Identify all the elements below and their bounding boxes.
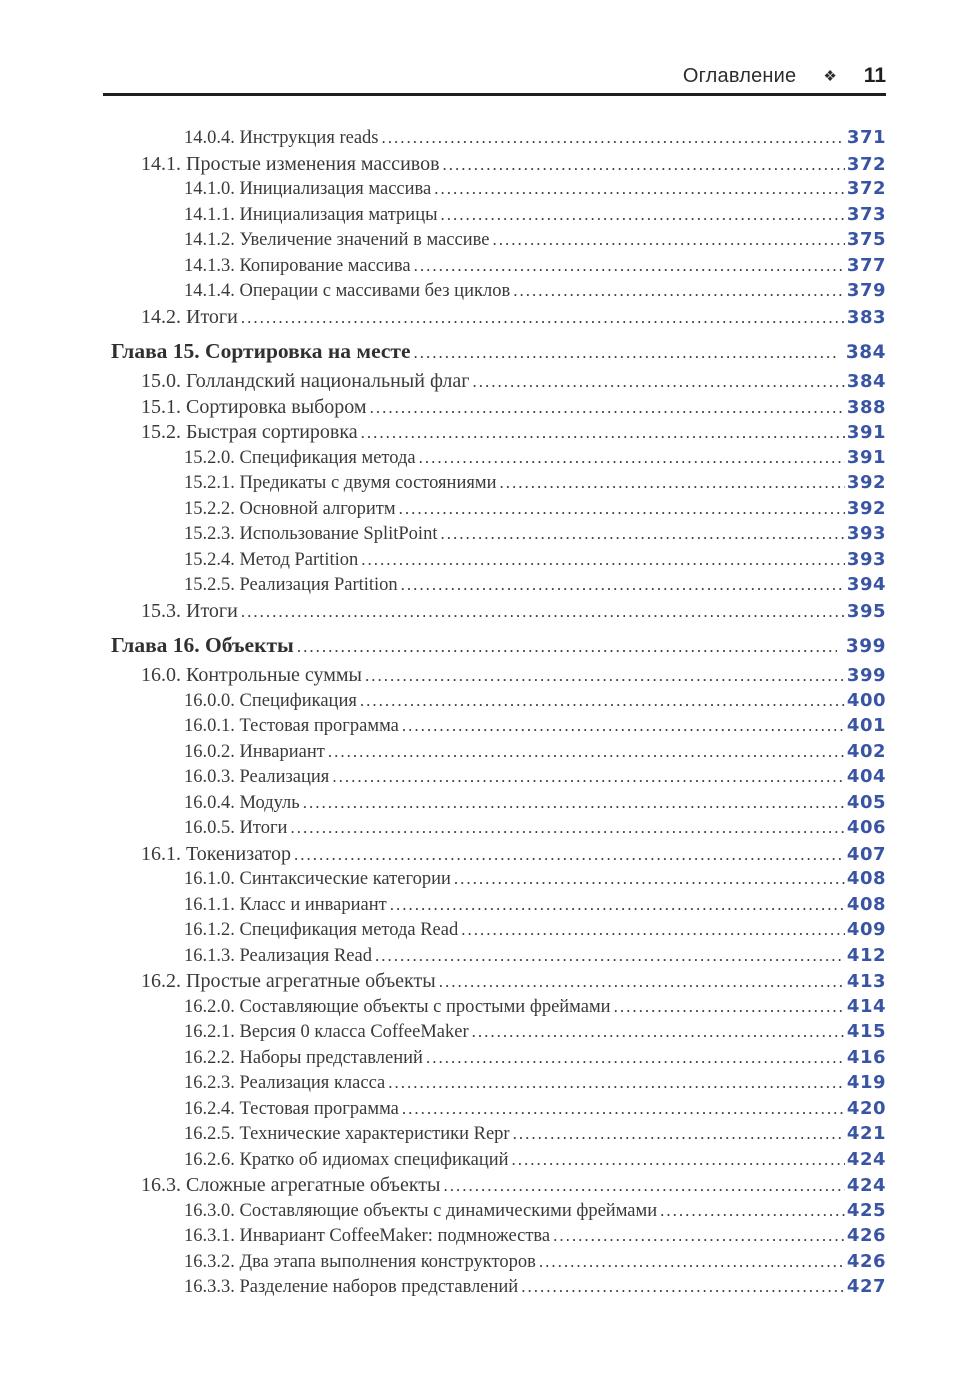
toc-entry-row bbox=[111, 421, 886, 447]
toc-entry-page: 421 bbox=[846, 1123, 886, 1144]
toc-entry-title: 16.3. Сложные агрегатные объекты bbox=[141, 1174, 441, 1196]
toc-entry-row bbox=[111, 127, 886, 153]
toc-entry-row bbox=[111, 996, 886, 1022]
toc-entry-page: 399 bbox=[845, 636, 886, 657]
toc-entry-row bbox=[111, 549, 886, 575]
toc-entry-row bbox=[111, 1072, 886, 1098]
toc-entry-page: 404 bbox=[846, 766, 886, 787]
toc-entry-row bbox=[111, 472, 886, 498]
toc-entry-row bbox=[111, 945, 886, 971]
toc-entry-page: 384 bbox=[846, 371, 886, 392]
dot-leader bbox=[437, 524, 844, 545]
toc-chapter-row bbox=[111, 633, 886, 660]
toc-entry-title: 15.2.1. Предикаты с двумя состояниями bbox=[184, 473, 497, 493]
toc-entry-page: 391 bbox=[846, 422, 886, 443]
dot-leader bbox=[469, 1022, 845, 1043]
toc-entry-row bbox=[111, 817, 886, 843]
toc-entry-row bbox=[111, 1149, 886, 1175]
toc-entry-page: 372 bbox=[846, 153, 886, 175]
toc-entry-row bbox=[111, 523, 886, 549]
toc-entry-title: 14.2. Итоги bbox=[141, 305, 238, 328]
toc-entry-title: 15.2.5. Реализация Partition bbox=[184, 575, 398, 595]
toc-entry-page: 427 bbox=[846, 1276, 886, 1297]
dot-leader bbox=[358, 421, 845, 444]
toc-entry-page: 424 bbox=[846, 1175, 886, 1196]
toc-entry-page: 408 bbox=[846, 868, 886, 889]
toc-entry-row bbox=[111, 1225, 886, 1251]
dot-leader bbox=[440, 1174, 844, 1197]
dot-leader bbox=[357, 691, 845, 712]
toc-entry-page: 416 bbox=[846, 1046, 886, 1068]
toc-entry-title: 16.2.5. Технические характеристики Repr bbox=[184, 1124, 510, 1144]
dot-leader bbox=[300, 793, 845, 814]
dot-leader bbox=[396, 499, 845, 520]
toc-entry-title: 16.3.0. Составляющие объекты с динамическими фреймами bbox=[184, 1200, 658, 1221]
toc-entry-title: 16.0.0. Спецификация bbox=[184, 690, 357, 711]
toc-entry-page: 394 bbox=[846, 574, 886, 595]
toc-entry-row bbox=[111, 498, 886, 524]
toc-entry-title: 16.2.1. Версия 0 класса CoffeeMaker bbox=[184, 1022, 469, 1042]
toc-entry-title: 14.1.4. Операции с массивами без циклов bbox=[184, 281, 511, 301]
toc-entry-title: 15.0. Голландский национальный флаг bbox=[141, 370, 470, 392]
toc-entry-row bbox=[111, 204, 886, 230]
toc-entry-row bbox=[111, 766, 886, 792]
toc-entry-page: 371 bbox=[846, 127, 886, 148]
dot-leader bbox=[399, 1099, 845, 1120]
toc-entry-row bbox=[111, 153, 886, 179]
dot-leader bbox=[238, 600, 845, 623]
toc-entry-row bbox=[111, 1123, 886, 1149]
dot-leader bbox=[436, 970, 845, 993]
toc-entry-title: 15.2.0. Спецификация метода bbox=[184, 447, 416, 468]
toc-entry-title: 14.1. Простые изменения массивов bbox=[141, 152, 440, 175]
toc-entry-title: 16.0. Контрольные суммы bbox=[141, 664, 362, 686]
dot-leader bbox=[518, 1277, 845, 1298]
toc-entry-page: 373 bbox=[846, 203, 886, 225]
toc-entry-page: 393 bbox=[846, 548, 886, 570]
toc-entry-page: 413 bbox=[846, 971, 886, 992]
toc-entry-title: 14.1.3. Копирование массива bbox=[184, 255, 411, 276]
dot-leader bbox=[451, 869, 845, 890]
toc-entry-page: 375 bbox=[846, 229, 886, 250]
toc-entry-title: 15.2.4. Метод Partition bbox=[184, 549, 359, 570]
toc-entry-title: 16.2.0. Составляющие объекты с простыми фреймами bbox=[184, 996, 611, 1017]
dot-leader bbox=[510, 1124, 845, 1145]
toc-entry-row bbox=[111, 715, 886, 741]
toc-entry-page: 419 bbox=[846, 1072, 886, 1093]
toc-entry-title: 15.3. Итоги bbox=[141, 599, 238, 622]
toc-entry-page: 406 bbox=[846, 817, 886, 838]
toc-entry-title: Глава 15. Сортировка на месте bbox=[111, 339, 411, 363]
dot-leader bbox=[238, 306, 845, 329]
toc-entry-title: 16.1.3. Реализация Read bbox=[184, 945, 372, 966]
dot-leader bbox=[291, 843, 845, 866]
toc-entry-row bbox=[111, 447, 886, 473]
dot-leader bbox=[385, 1073, 845, 1094]
dot-leader bbox=[287, 818, 844, 839]
dot-leader bbox=[458, 920, 845, 941]
toc-entry-title: 15.2.2. Основной алгоритм bbox=[184, 498, 396, 519]
toc-entry-title: 16.3.3. Разделение наборов представлений bbox=[184, 1277, 519, 1297]
dot-leader bbox=[398, 575, 845, 596]
toc-entry-page: 414 bbox=[846, 995, 886, 1017]
toc-entry-row bbox=[111, 574, 886, 600]
toc-entry-page: 391 bbox=[846, 446, 886, 468]
toc-entry-row bbox=[111, 229, 886, 255]
toc-entry-page: 420 bbox=[846, 1097, 886, 1119]
toc-entry-page: 395 bbox=[846, 600, 886, 622]
toc-entry-row bbox=[111, 792, 886, 818]
toc-entry-row bbox=[111, 919, 886, 945]
toc-entry-row bbox=[111, 255, 886, 281]
toc-entry-row bbox=[111, 970, 886, 996]
toc-entry-page: 384 bbox=[845, 342, 886, 363]
toc-entry-page: 392 bbox=[846, 497, 886, 519]
dot-leader bbox=[372, 946, 845, 967]
toc-entry-title: 14.1.2. Увеличение значений в массиве bbox=[184, 230, 490, 250]
toc-entry-row bbox=[111, 600, 886, 626]
toc-entry-page: 424 bbox=[846, 1148, 886, 1170]
toc-entry-page: 426 bbox=[846, 1250, 886, 1272]
toc-entry-title: 15.2.3. Использование SplitPoint bbox=[184, 524, 438, 544]
dot-leader bbox=[325, 742, 845, 763]
toc-entry-title: 16.1. Токенизатор bbox=[141, 842, 291, 865]
running-head-title: Оглавление bbox=[682, 65, 797, 87]
dot-leader bbox=[550, 1226, 845, 1247]
toc-entry-page: 377 bbox=[846, 254, 886, 276]
dot-leader bbox=[329, 767, 845, 788]
toc-entry-row bbox=[111, 868, 886, 894]
header-page-number: 11 bbox=[863, 64, 886, 87]
toc-entry-page: 383 bbox=[846, 306, 886, 328]
dot-leader bbox=[362, 664, 845, 687]
toc-entry-title: 16.2. Простые агрегатные объекты bbox=[141, 970, 436, 992]
toc-entry-title: 15.2. Быстрая сортировка bbox=[141, 421, 358, 443]
toc-entry-title: 16.2.4. Тестовая программа bbox=[184, 1098, 399, 1119]
dot-leader bbox=[536, 1252, 845, 1273]
toc-entry-row bbox=[111, 894, 886, 920]
toc-entry-row bbox=[111, 1174, 886, 1200]
toc-entry-page: 379 bbox=[846, 280, 886, 301]
dot-leader bbox=[611, 997, 845, 1018]
dot-leader bbox=[423, 1048, 845, 1069]
dot-leader bbox=[416, 448, 845, 469]
toc-entry-row bbox=[111, 1047, 886, 1073]
toc-entry-page: 372 bbox=[846, 178, 886, 199]
toc-entry-row bbox=[111, 690, 886, 716]
toc-entry-page: 415 bbox=[846, 1021, 886, 1042]
toc-entry-page: 426 bbox=[846, 1225, 886, 1246]
toc-entry-row bbox=[111, 843, 886, 869]
diamond-ornament-icon: ❖ bbox=[823, 68, 837, 85]
dot-leader bbox=[489, 230, 844, 251]
toc-entry-title: 16.2.6. Кратко об идиомах спецификаций bbox=[184, 1149, 509, 1170]
toc-entry-title: 14.0.4. Инструкция reads bbox=[184, 128, 379, 148]
toc-chapter-row bbox=[111, 339, 886, 366]
toc-entry-row bbox=[111, 280, 886, 306]
toc-entry-title: 16.0.2. Инвариант bbox=[184, 741, 325, 762]
toc-entry-title: 16.0.5. Итоги bbox=[184, 818, 288, 838]
toc-entry-title: 16.0.1. Тестовая программа bbox=[184, 716, 399, 736]
dot-leader bbox=[510, 281, 845, 302]
toc-entry-title: 16.2.3. Реализация класса bbox=[184, 1073, 386, 1093]
toc-entry-title: 16.2.2. Наборы представлений bbox=[184, 1047, 423, 1068]
toc-entry-page: 408 bbox=[846, 893, 886, 915]
toc-entry-title: 16.0.4. Модуль bbox=[184, 792, 300, 813]
toc-list bbox=[111, 127, 886, 1302]
dot-leader bbox=[387, 895, 845, 916]
toc-entry-row bbox=[111, 664, 886, 690]
dot-leader bbox=[440, 153, 845, 176]
dot-leader bbox=[509, 1150, 845, 1171]
toc-entry-page: 407 bbox=[846, 843, 886, 865]
toc-entry-page: 399 bbox=[846, 665, 886, 686]
dot-leader bbox=[496, 473, 844, 494]
dot-leader bbox=[294, 633, 837, 658]
page-header bbox=[103, 64, 886, 96]
toc-entry-title: 16.1.2. Спецификация метода Read bbox=[184, 920, 459, 940]
toc-entry-title: 16.1.1. Класс и инвариант bbox=[184, 894, 387, 915]
toc-entry-title: 16.3.2. Два этапа выполнения конструкторов bbox=[184, 1251, 536, 1272]
toc-entry-page: 425 bbox=[846, 1199, 886, 1221]
toc-entry-page: 388 bbox=[846, 396, 886, 418]
toc-entry-row bbox=[111, 1276, 886, 1302]
dot-leader bbox=[358, 550, 845, 571]
header-rule bbox=[103, 93, 886, 96]
toc-entry-title: 14.1.0. Инициализация массива bbox=[184, 179, 432, 199]
dot-leader bbox=[431, 179, 845, 200]
toc-entry-page: 405 bbox=[846, 791, 886, 813]
toc-entry-title: 16.0.3. Реализация bbox=[184, 767, 330, 787]
dot-leader bbox=[411, 256, 845, 277]
toc-entry-title: 16.1.0. Синтаксические категории bbox=[184, 869, 451, 889]
toc-entry-row bbox=[111, 306, 886, 332]
toc-entry-row bbox=[111, 396, 886, 422]
toc-entry-page: 400 bbox=[846, 689, 886, 711]
toc-entry-title: 15.1. Сортировка выбором bbox=[141, 395, 367, 418]
toc-entry-page: 402 bbox=[846, 740, 886, 762]
toc-entry-row bbox=[111, 1251, 886, 1277]
dot-leader bbox=[367, 396, 845, 419]
toc-entry-title: 16.3.1. Инвариант CoffeeMaker: подмножества bbox=[184, 1226, 551, 1246]
toc-entry-title: 14.1.1. Инициализация матрицы bbox=[184, 204, 438, 225]
toc-entry-row bbox=[111, 1098, 886, 1124]
toc-entry-page: 392 bbox=[846, 472, 886, 493]
dot-leader bbox=[469, 370, 844, 393]
dot-leader bbox=[438, 205, 845, 226]
dot-leader bbox=[657, 1201, 845, 1222]
dot-leader bbox=[379, 128, 845, 149]
toc-entry-row bbox=[111, 1021, 886, 1047]
toc-entry-title: Глава 16. Объекты bbox=[111, 633, 294, 657]
toc-entry-row bbox=[111, 741, 886, 767]
dot-leader bbox=[411, 339, 837, 364]
toc-entry-row bbox=[111, 178, 886, 204]
toc-entry-page: 412 bbox=[846, 944, 886, 966]
dot-leader bbox=[399, 716, 845, 737]
running-head bbox=[103, 64, 886, 88]
toc-entry-row bbox=[111, 1200, 886, 1226]
toc-entry-page: 409 bbox=[846, 919, 886, 940]
toc-entry-row bbox=[111, 370, 886, 396]
toc-entry-page: 401 bbox=[846, 715, 886, 736]
toc-entry-page: 393 bbox=[846, 523, 886, 544]
